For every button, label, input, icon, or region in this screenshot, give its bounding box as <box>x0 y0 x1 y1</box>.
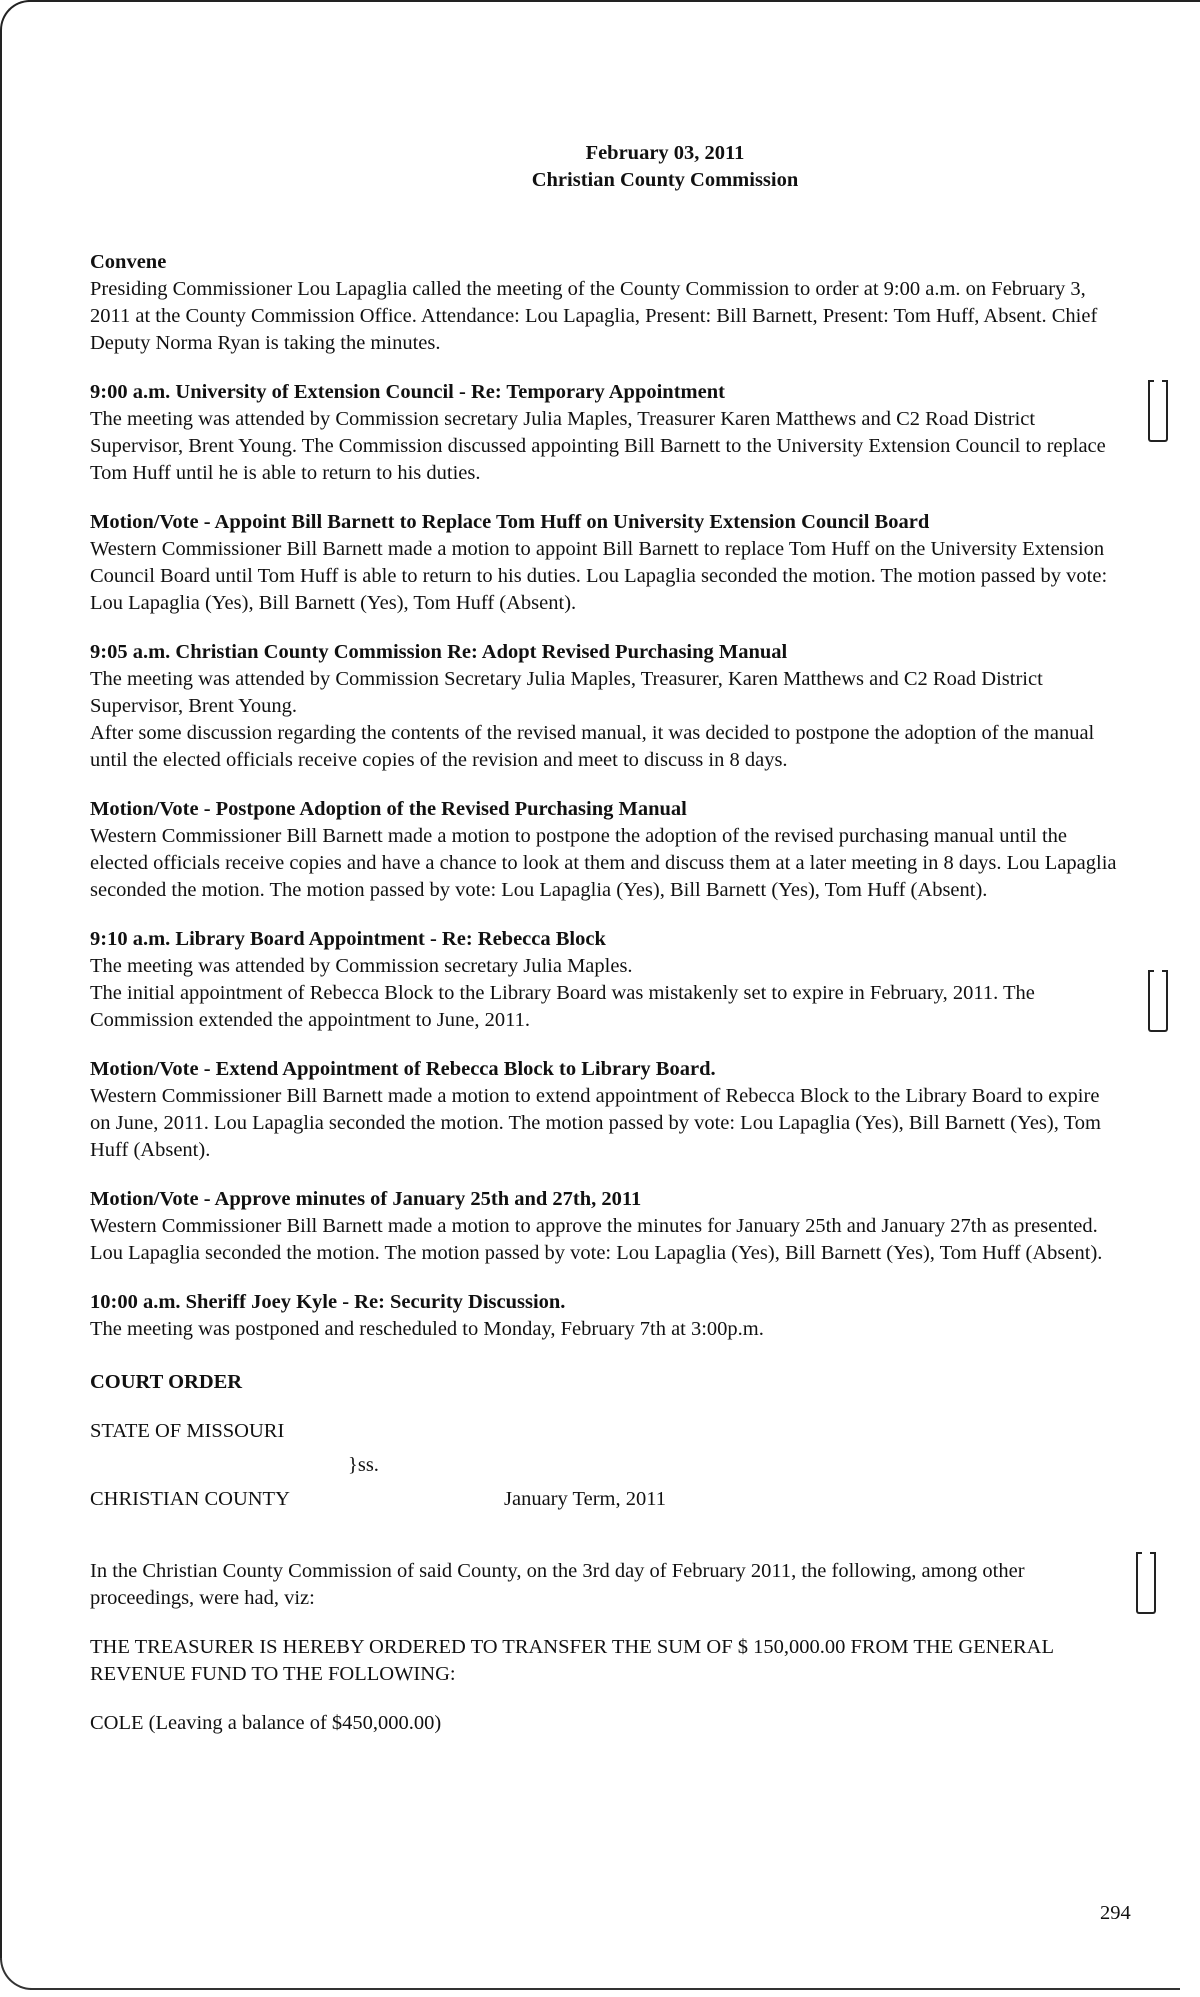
page-number: 294 <box>1100 1902 1131 1924</box>
section-paragraph: Western Commissioner Bill Barnett made a motion to postpone the adoption of the revised purchasing manual until the elected officials receive copies and have a chance to look at them and discuss them at a later meeting in 8 days. Lou Lapaglia seconded the motion. The motion passed by vote: Lou Lapaglia (Yes), Bill Barnett (Yes), Tom Huff (Absent). <box>90 825 1117 901</box>
scan-edge-corner-top-left <box>0 0 30 30</box>
section-paragraph: The meeting was postponed and rescheduled to Monday, February 7th at 3:00p.m. <box>90 1318 764 1340</box>
agenda-section <box>90 639 1120 774</box>
document-title: Christian County Commission <box>531 169 799 191</box>
section-paragraph: The meeting was attended by Commission secretary Julia Maples. <box>90 955 633 977</box>
court-order-paragraph: THE TREASURER IS HEREBY ORDERED TO TRANSFER THE SUM OF $ 150,000.00 FROM THE GENERAL REVENUE FUND TO THE FOLLOWING: <box>90 1636 1054 1685</box>
scan-edge-bottom <box>30 1988 1180 1990</box>
court-order-section <box>90 1634 1120 1688</box>
scan-edge-corner-bottom-left <box>0 1958 32 1990</box>
agenda-section <box>90 926 1120 1034</box>
document-header <box>210 140 1120 194</box>
section-heading: Motion/Vote - Postpone Adoption of the Revised Purchasing Manual <box>90 798 687 820</box>
venue-term: January Term, 2011 <box>504 1488 666 1510</box>
section-paragraph: After some discussion regarding the contents of the revised manual, it was decided to postpone the adoption of the manual until the elected officials receive copies of the revision and meet to discuss in 8 days. <box>90 722 1095 771</box>
meeting-date: February 03, 2011 <box>585 142 745 164</box>
court-order-venue <box>90 1418 1120 1536</box>
agenda-section <box>90 1056 1120 1164</box>
scan-edge-left <box>0 30 2 1960</box>
section-paragraph: Western Commissioner Bill Barnett made a motion to approve the minutes for January 25th and January 27th as presented. Lou Lapaglia seconded the motion. The motion passed by vote: Lou Lapaglia (Yes), Bill Barnett (Yes), Tom Huff (Absent). <box>90 1215 1103 1264</box>
section-heading: 9:00 a.m. University of Extension Council - Re: Temporary Appointment <box>90 381 725 403</box>
agenda-section <box>90 249 1120 357</box>
margin-bracket-mark <box>1148 970 1168 1032</box>
agenda-section <box>90 1289 1120 1343</box>
venue-county: CHRISTIAN COUNTY <box>90 1488 290 1510</box>
section-paragraph: The meeting was attended by Commission Secretary Julia Maples, Treasurer, Karen Matthews and C2 Road District Supervisor, Brent Young. <box>90 668 1043 717</box>
court-order-paragraph: COLE (Leaving a balance of $450,000.00) <box>90 1712 442 1734</box>
court-order-section <box>90 1710 1120 1737</box>
section-heading: Motion/Vote - Appoint Bill Barnett to Replace Tom Huff on University Extension Council Board <box>90 511 930 533</box>
section-heading: 9:05 a.m. Christian County Commission Re: Adopt Revised Purchasing Manual <box>90 641 788 663</box>
agenda-section <box>90 509 1120 617</box>
court-order-section <box>90 1558 1120 1612</box>
margin-bracket-mark <box>1136 1552 1156 1614</box>
section-heading: Motion/Vote - Approve minutes of January 25th and 27th, 2011 <box>90 1188 642 1210</box>
agenda-section <box>90 1186 1120 1267</box>
court-order-paragraph: In the Christian County Commission of said County, on the 3rd day of February 2011, the following, among other proceedings, were had, viz: <box>90 1560 1025 1609</box>
section-paragraph: Presiding Commissioner Lou Lapaglia called the meeting of the County Commission to order at 9:00 a.m. on February 3, 2011 at the County Commission Office. Attendance: Lou Lapaglia, Present: Bill Barnett, Present: Tom Huff, Absent. Chief Deputy Norma Ryan is taking the minutes. <box>90 278 1098 354</box>
section-heading: 10:00 a.m. Sheriff Joey Kyle - Re: Security Discussion. <box>90 1291 566 1313</box>
section-paragraph: The initial appointment of Rebecca Block to the Library Board was mistakenly set to expire in February, 2011. The Commission extended the appointment to June, 2011. <box>90 982 1035 1031</box>
agenda-section <box>90 379 1120 487</box>
section-paragraph: The meeting was attended by Commission secretary Julia Maples, Treasurer Karen Matthews and C2 Road District Supervisor, Brent Young. The Commission discussed appointing Bill Barnett to the University Extension Council to replace Tom Huff until he is able to return to his duties. <box>90 408 1106 484</box>
agenda-section <box>90 796 1120 904</box>
section-paragraph: Western Commissioner Bill Barnett made a motion to appoint Bill Barnett to replace Tom Huff on the University Extension Council Board until Tom Huff is able to return to his duties. Lou Lapaglia seconded the motion. The motion passed by vote: Lou Lapaglia (Yes), Bill Barnett (Yes), Tom Huff (Absent). <box>90 538 1108 614</box>
document-page <box>90 140 1120 1737</box>
section-heading: 9:10 a.m. Library Board Appointment - Re: Rebecca Block <box>90 928 606 950</box>
court-order-title: COURT ORDER <box>90 1371 243 1393</box>
section-heading: Motion/Vote - Extend Appointment of Rebecca Block to Library Board. <box>90 1058 716 1080</box>
venue-state: STATE OF MISSOURI <box>90 1420 285 1442</box>
section-heading: Convene <box>90 251 167 273</box>
margin-bracket-mark <box>1148 380 1168 442</box>
section-paragraph: Western Commissioner Bill Barnett made a motion to extend appointment of Rebecca Block to the Library Board to expire on June, 2011. Lou Lapaglia seconded the motion. The motion passed by vote: Lou Lapaglia (Yes), Bill Barnett (Yes), Tom Huff (Absent). <box>90 1085 1101 1161</box>
scan-edge-top <box>28 0 1200 2</box>
venue-ss: }ss. <box>348 1454 379 1476</box>
